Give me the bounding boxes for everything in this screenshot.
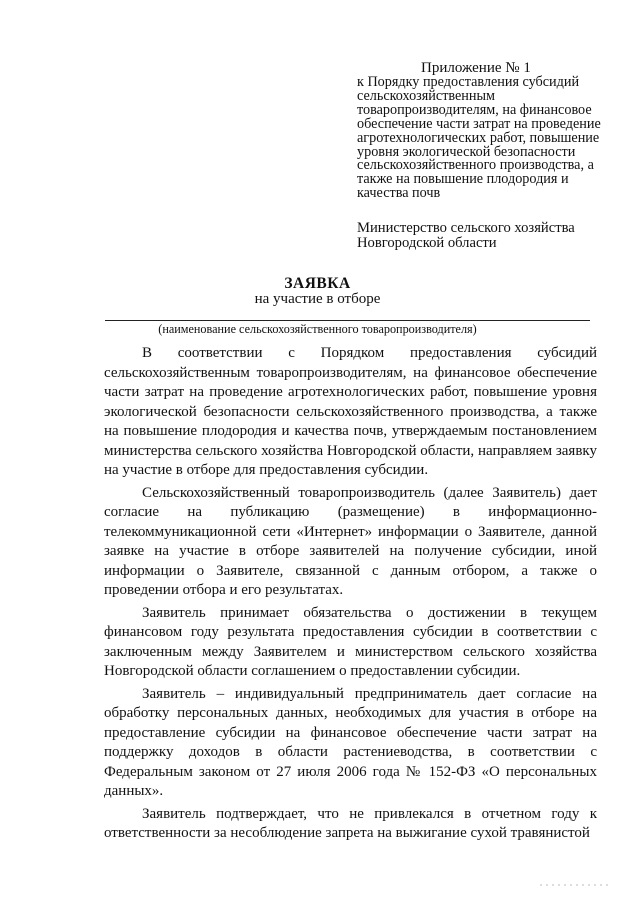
scan-artifact [540,884,610,886]
document-title: ЗАЯВКА [284,275,351,292]
applicant-name-line [105,320,590,321]
order-reference: к Порядку предоставления субсидий сельскохозяйственным товаропроизводителям, на финансовое обеспечение части затрат на проведение агротехнологических работ, повышение уровня экологической безопасности сельскохозяйственного производства, а также на повышение плодородия и качества почв [357,74,601,202]
document-subtitle: на участие в отборе [254,291,381,307]
paragraph-4: Заявитель – индивидуальный предприниматель дает согласие на обработку персональных данных, необходимых для участия в отборе на предоставление субсидии на финансовое обеспечение части затрат на поддержку доходов в области растениеводства, в соответствии с Федеральным законом от 27 июля 2006 года № 152-ФЗ «О персональных данных». [104,685,597,799]
addressee-ministry: Министерство сельского хозяйства Новгородской области [357,220,575,251]
body-text [104,344,597,847]
paragraph-2: Сельскохозяйственный товаропроизводитель (далее Заявитель) дает согласие на публикацию (размещение) в информационно-телекоммуникационной сети «Интернет» информации о Заявителе, данной заявке на участие в отборе заявителей на получение субсидии, иной информации о Заявителе, связанной с данным отбором, а также о проведении отбора и его результатах. [104,484,597,598]
paragraph-5: Заявитель подтверждает, что не привлекался в отчетном году к ответственности за несоблюдение запрета на выжигание сухой травянистой [104,805,597,841]
paragraph-1: В соответствии с Порядком предоставления субсидий сельскохозяйственным товаропроизводителям, на финансовое обеспечение части затрат на проведение агротехнологических работ, повышение уровня экологической безопасности сельскохозяйственного производства, а также на повышение плодородия и качества почв, утверждаемым постановлением министерства сельского хозяйства Новгородской области, направляем заявку на участие в отборе для предоставления субсидии. [104,345,597,478]
paragraph-3: Заявитель принимает обязательства о достижении в текущем финансовом году результата предоставления субсидии в соответствии с заключенным между Заявителем и министерством сельского хозяйства Новгородской области соглашением о предоставлении субсидии. [104,604,597,679]
applicant-name-caption: (наименование сельскохозяйственного товаропроизводителя) [158,322,477,336]
appendix-label: Приложение № 1 [421,60,531,76]
